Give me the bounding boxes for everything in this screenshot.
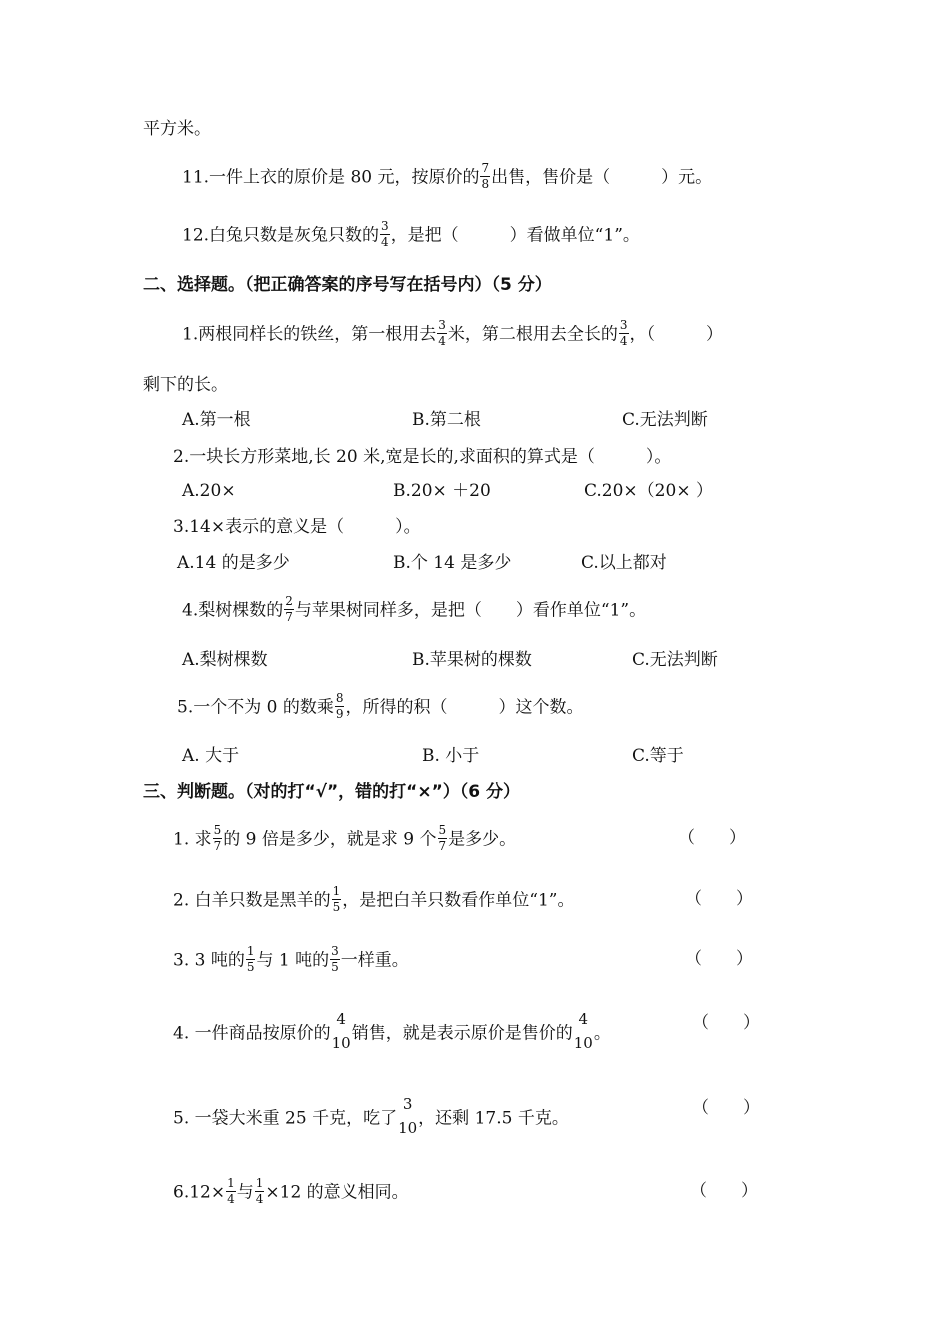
fraction: $\frac{3}{4}$	[438, 318, 446, 348]
choice-q4: 4.梨树棵数的 $\frac{2}{7}$ 与苹果树同样多，是把（ ）看作单位“1”。	[182, 594, 647, 624]
option-c: C.无法判断	[622, 410, 708, 430]
fraction: 4 10	[331, 1010, 351, 1052]
fraction: $\frac{8}{9}$	[335, 691, 344, 721]
judge-q3: 3. 3 吨的 $\frac{1}{5}$ 与 1 吨的 $\frac{3}{5}$ 一样重。	[173, 944, 409, 974]
option-b: B. 小于	[422, 746, 480, 766]
judge-q4: 4. 一件商品按原价的 4 10 销售，就是表示原价是售价的 4 10 。	[173, 1010, 611, 1052]
fraction: $\frac{1}{4}$	[227, 1176, 235, 1206]
option-a: A.第一根	[182, 410, 251, 430]
option-b: B.20× ＋20	[393, 481, 491, 501]
fraction: $\frac{1}{5}$	[332, 884, 341, 914]
option-b: B.苹果树的棵数	[412, 650, 532, 670]
fraction: $\frac{1}{4}$	[255, 1176, 264, 1206]
fraction: 3 10	[398, 1095, 418, 1137]
fraction: $\frac{2}{7}$	[285, 594, 293, 624]
question-11: 11.一件上衣的原价是 80 元，按原价的 $\frac{7}{8}$ 出售，售价是（ ）元。	[182, 161, 713, 191]
option-a: A. 大于	[182, 746, 240, 766]
choice-q3: 3.14×表示的意义是（ ）。	[173, 517, 421, 537]
fraction: $\frac{5}{7}$	[438, 823, 447, 853]
option-c: C.无法判断	[632, 650, 718, 670]
option-c: C.20×（20× ）	[584, 481, 713, 501]
section-heading-choice: 二、选择题。（把正确答案的序号写在括号内）（5 分）	[143, 275, 552, 295]
answer-paren: （ ）	[692, 1098, 760, 1118]
judge-q5: 5. 一袋大米重 25 千克，吃了 3 10 ，还剩 17.5 千克。	[173, 1095, 569, 1137]
judge-q1: 1. 求 $\frac{5}{7}$ 的 9 倍是多少，就是求 9 个 $\frac{5}{7}$ 是多少。	[173, 823, 517, 853]
answer-paren: （ ）	[678, 828, 746, 848]
fraction: $\frac{1}{5}$	[246, 944, 255, 974]
judge-q2: 2. 白羊只数是黑羊的 $\frac{1}{5}$ ，是把白羊只数看作单位“1”。	[173, 884, 575, 914]
option-b: B.第二根	[412, 410, 481, 430]
answer-paren: （ ）	[685, 949, 753, 969]
option-a: A.梨树棵数	[182, 650, 268, 670]
fraction: $\frac{5}{7}$	[213, 823, 222, 853]
judge-q6: 6.12× $\frac{1}{4}$ 与 $\frac{1}{4}$ ×12 的意义相同。	[173, 1176, 409, 1206]
option-c: C.以上都对	[581, 553, 667, 573]
option-a: A.14 的是多少	[177, 553, 290, 573]
question-12: 12.白兔只数是灰兔只数的 $\frac{3}{4}$ ，是把（ ）看做单位“1”。	[182, 219, 640, 249]
text-line: 平方米。	[143, 119, 211, 139]
answer-paren: （ ）	[690, 1181, 758, 1201]
option-a: A.20×	[182, 481, 236, 501]
choice-q5: 5.一个不为 0 的数乘 $\frac{8}{9}$ ，所得的积（ ）这个数。	[177, 691, 584, 721]
fraction: $\frac{3}{4}$	[619, 318, 628, 348]
section-heading-judgement: 三、判断题。（对的打“√”，错的打“×”）（6 分）	[143, 782, 521, 802]
option-c: C.等于	[632, 746, 684, 766]
fraction: $\frac{7}{8}$	[481, 161, 490, 191]
choice-q2: 2.一块长方形菜地,长 20 米,宽是长的,求面积的算式是（ ）。	[173, 447, 672, 467]
answer-paren: （ ）	[692, 1013, 760, 1033]
fraction: $\frac{3}{5}$	[331, 944, 339, 974]
fraction: $\frac{3}{4}$	[381, 219, 389, 249]
fraction: 4 10	[573, 1010, 593, 1052]
answer-paren: （ ）	[685, 889, 753, 909]
choice-q1-cont: 剩下的长。	[143, 375, 228, 395]
choice-q1: 1.两根同样长的铁丝，第一根用去 $\frac{3}{4}$ 米，第二根用去全长的 $\frac{3}{4}$ ，（ ）	[182, 318, 724, 348]
option-b: B.个 14 是多少	[393, 553, 512, 573]
